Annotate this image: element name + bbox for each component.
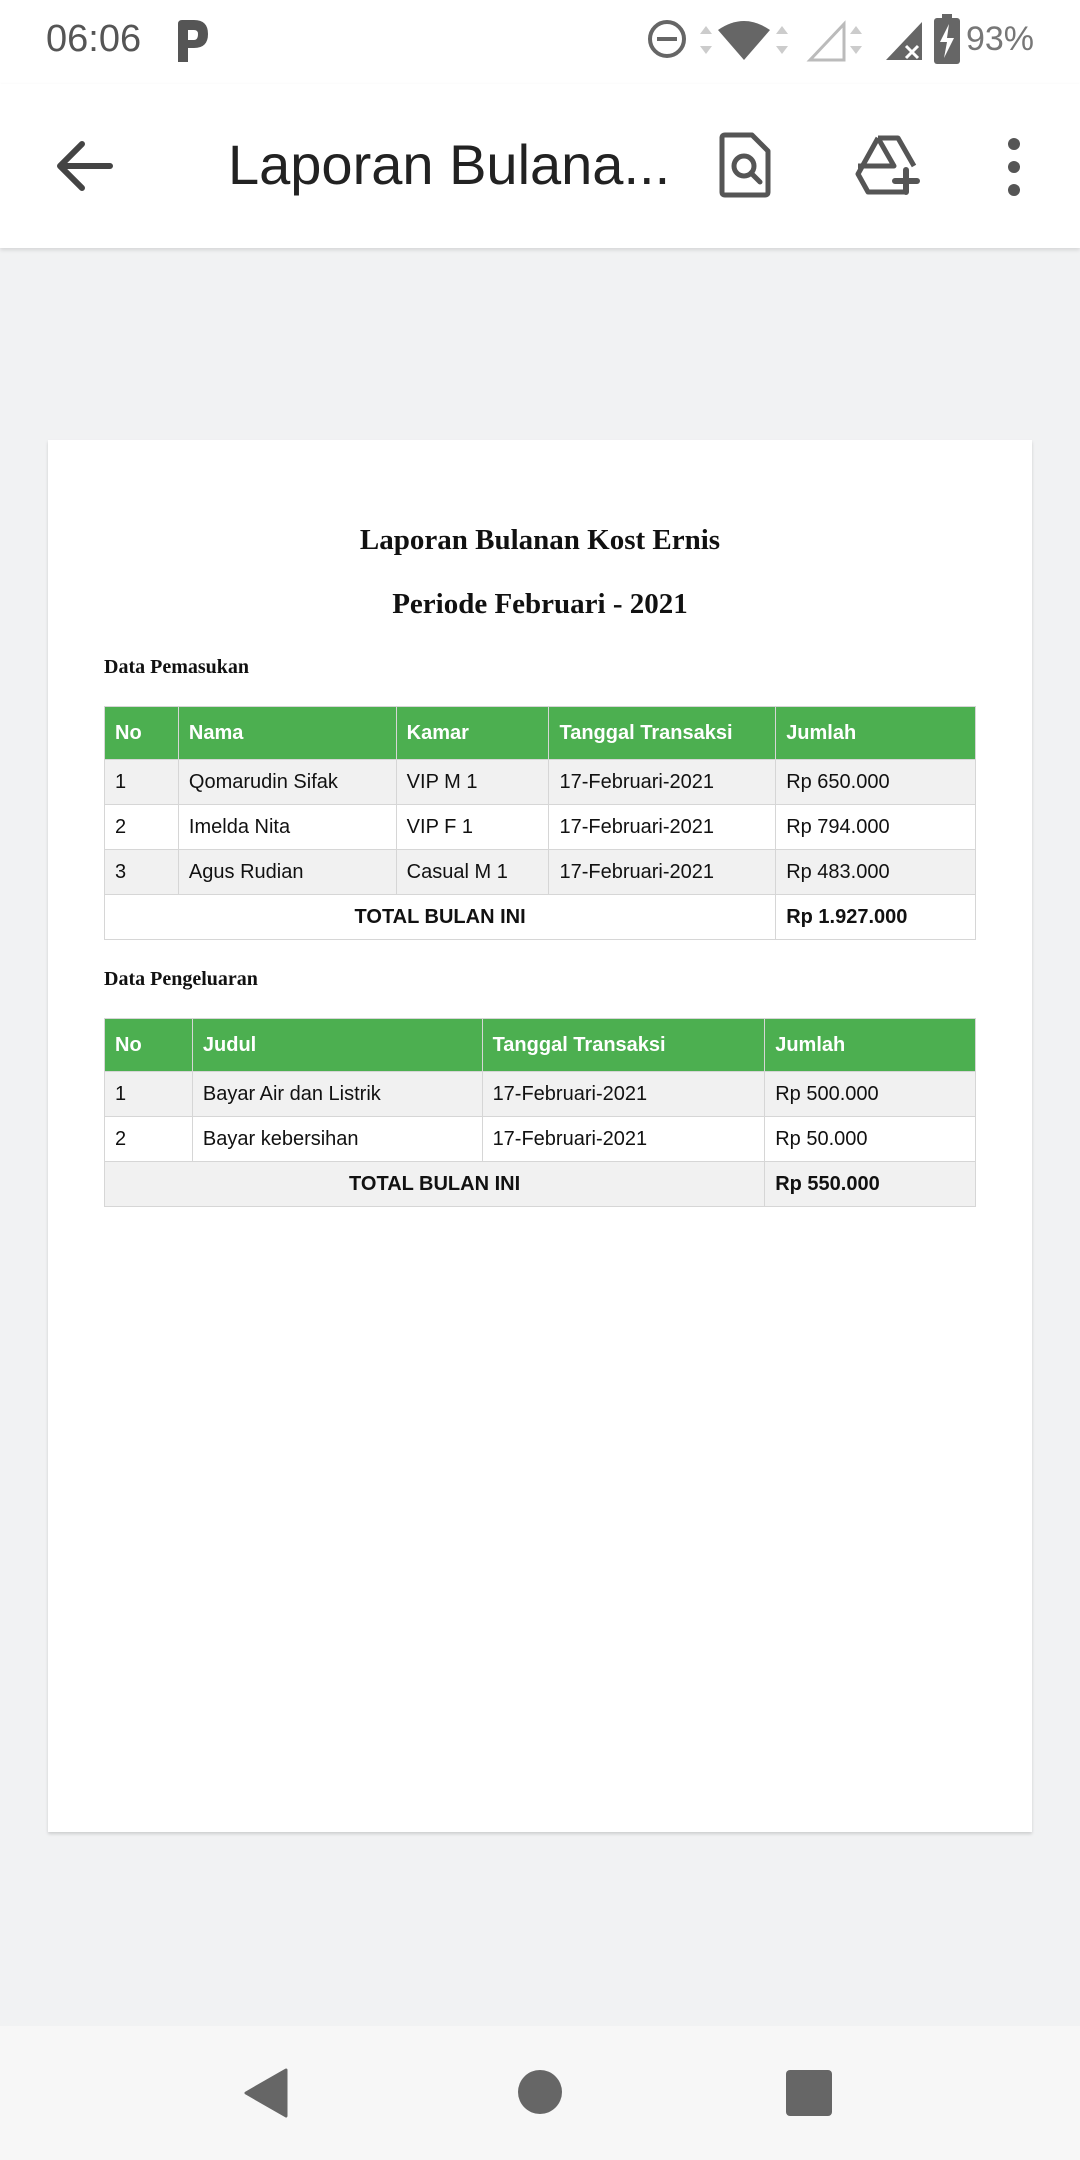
table-cell: Qomarudin Sifak [178, 760, 396, 805]
table-header-row [105, 707, 976, 760]
nav-recents-icon[interactable] [786, 2070, 832, 2116]
table-cell: 17-Februari-2021 [549, 760, 776, 805]
find-in-page-icon[interactable] [716, 132, 772, 198]
column-header: No [105, 707, 179, 760]
report-title: Laporan Bulanan Kost Ernis [359, 524, 721, 556]
table-cell: Rp 483.000 [776, 850, 976, 895]
table-cell: 2 [105, 805, 179, 850]
battery-percentage: 93% [965, 20, 1034, 58]
expense-table [104, 1018, 976, 1207]
total-label: TOTAL BULAN INI [105, 1162, 765, 1207]
signal-empty-icon [806, 18, 866, 64]
table-cell: VIP F 1 [396, 805, 549, 850]
document-page [48, 440, 1032, 1832]
parking-notification-icon [172, 18, 212, 64]
status-time: 06:06 [46, 18, 142, 60]
signal-no-service-icon [884, 18, 928, 64]
table-cell: Rp 500.000 [765, 1072, 976, 1117]
nav-back-icon[interactable] [244, 2068, 288, 2118]
system-nav-bar [0, 2026, 1080, 2160]
column-header: Tanggal Transaksi [482, 1019, 765, 1072]
table-row [105, 1072, 976, 1117]
wifi-icon [696, 18, 792, 64]
table-header-row [105, 1019, 976, 1072]
table-cell: Imelda Nita [178, 805, 396, 850]
income-section-label: Data Pemasukan [104, 656, 250, 678]
table-row [105, 805, 976, 850]
table-cell: Casual M 1 [396, 850, 549, 895]
expense-section-label: Data Pengeluaran [104, 968, 258, 990]
column-header: Judul [192, 1019, 482, 1072]
table-cell: 3 [105, 850, 179, 895]
table-cell: Rp 650.000 [776, 760, 976, 805]
column-header: Tanggal Transaksi [549, 707, 776, 760]
table-row [105, 1117, 976, 1162]
column-header: No [105, 1019, 193, 1072]
column-header: Nama [178, 707, 396, 760]
document-title: Laporan Bulana... [228, 133, 671, 196]
table-cell: 2 [105, 1117, 193, 1162]
column-header: Jumlah [776, 707, 976, 760]
table-cell: Agus Rudian [178, 850, 396, 895]
nav-home-icon[interactable] [518, 2070, 562, 2114]
table-cell: 17-Februari-2021 [482, 1072, 765, 1117]
status-bar [0, 0, 1080, 84]
table-row [105, 850, 976, 895]
back-arrow-icon[interactable] [52, 136, 116, 196]
table-cell: 1 [105, 760, 179, 805]
income-table [104, 706, 976, 940]
table-cell: 1 [105, 1072, 193, 1117]
table-total-row [105, 895, 976, 940]
app-bar [0, 84, 1080, 248]
column-header: Kamar [396, 707, 549, 760]
table-cell: 17-Februari-2021 [482, 1117, 765, 1162]
total-value: Rp 1.927.000 [776, 895, 976, 940]
table-cell: Rp 50.000 [765, 1117, 976, 1162]
table-cell: 17-Februari-2021 [549, 850, 776, 895]
do-not-disturb-icon [646, 18, 688, 60]
total-value: Rp 550.000 [765, 1162, 976, 1207]
table-cell: Bayar kebersihan [192, 1117, 482, 1162]
table-cell: 17-Februari-2021 [549, 805, 776, 850]
total-label: TOTAL BULAN INI [105, 895, 776, 940]
report-period: Periode Februari - 2021 [392, 588, 688, 620]
table-cell: Rp 794.000 [776, 805, 976, 850]
table-total-row [105, 1162, 976, 1207]
table-cell: VIP M 1 [396, 760, 549, 805]
table-cell: Bayar Air dan Listrik [192, 1072, 482, 1117]
battery-charging-icon [934, 14, 960, 64]
more-options-icon[interactable] [996, 136, 1032, 198]
add-to-drive-icon[interactable] [854, 134, 926, 196]
table-row [105, 760, 976, 805]
column-header: Jumlah [765, 1019, 976, 1072]
